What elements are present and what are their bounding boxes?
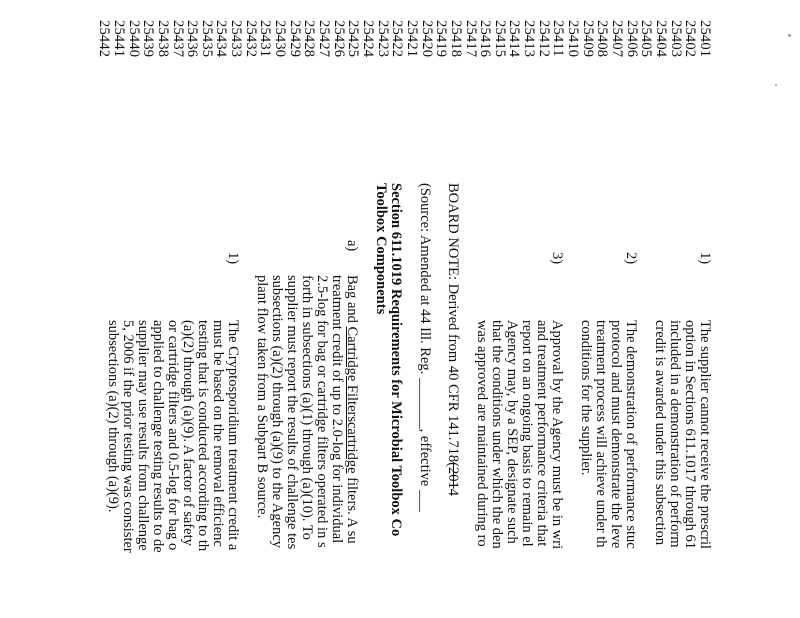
board-note-struck: (201 xyxy=(445,462,461,489)
item-a1-line: or cartridge filters and 0.5-log for bag o xyxy=(165,320,181,551)
item-2-number: 2) xyxy=(623,252,639,265)
line-number: 25442 xyxy=(96,20,113,58)
line-number: 25421 xyxy=(404,20,420,58)
line-number: 25423 xyxy=(374,20,391,58)
item-3-line: Approval by the Agency must be in wri xyxy=(549,320,565,550)
item-3-line: and treatment performance criteria that xyxy=(534,320,550,547)
item-a-lead: Bag and xyxy=(344,275,360,327)
line-number: 25410 xyxy=(565,20,582,58)
line-number: 25428 xyxy=(301,20,318,58)
item-2-line: protocol and must demonstrate the leve xyxy=(608,320,624,549)
line-number: 25430 xyxy=(272,20,289,58)
source-text: (Source: Amended at 44 Ill. Reg. xyxy=(417,183,433,378)
item-2-line: The demonstration of performance stuc xyxy=(623,320,639,549)
item-a1-number: 1) xyxy=(225,252,241,265)
board-note-text: BOARD NOTE: Derived from 40 CFR 141.718 xyxy=(445,183,461,463)
line-number: 25441 xyxy=(111,20,127,58)
line-number: 25404 xyxy=(653,20,670,58)
item-a1-line: applied to challenge testing results to de xyxy=(150,320,166,553)
item-a1-line: 5, 2006 if the prior testing was consister xyxy=(120,320,136,553)
item-a1-line: supplier may use results from challenge xyxy=(135,320,151,551)
source-effective: , effective ___ xyxy=(417,428,433,512)
item-a-line: 2.5-log for bag or cartridge filters operated in s xyxy=(314,275,330,548)
item-a1-line: (a)(2) through (a)(9). A factor of safety xyxy=(180,320,196,546)
line-number: 25436 xyxy=(184,20,201,58)
line-number: 25412 xyxy=(535,20,552,58)
line-number: 25427 xyxy=(316,20,333,58)
item-1-number: 1) xyxy=(697,252,713,265)
item-1-line: The supplier cannot receive the prescril xyxy=(697,320,713,550)
line-number: 25426 xyxy=(330,20,347,58)
item-a1-line: testing that is conducted according to th xyxy=(195,320,211,552)
item-1-line: option in Sections 611.1017 through 61 xyxy=(682,320,698,550)
line-number: 25434 xyxy=(213,20,230,58)
line-number: 25422 xyxy=(389,20,406,58)
line-number: 25438 xyxy=(154,20,171,58)
line-number: 25407 xyxy=(609,20,626,58)
line-number: 25433 xyxy=(228,20,245,58)
item-a-line: treatment credit of up to 2.0-log for individual xyxy=(329,275,345,544)
item-3-number: 3) xyxy=(549,252,565,265)
item-a1-line: must be based on the removal efficienc xyxy=(210,320,226,547)
item-1-line: included in a demonstration of perform xyxy=(667,320,683,548)
line-number: 25403 xyxy=(667,20,684,58)
item-a-line: plant flow taken from a Subpart B source. xyxy=(254,275,270,519)
item-2-line: treatment process will achieve under th xyxy=(593,320,609,548)
item-3-line: report on an ongoing basis to remain el xyxy=(519,320,535,547)
line-number: 25402 xyxy=(682,20,699,58)
line-number: 25414 xyxy=(506,20,523,58)
line-number: 25415 xyxy=(491,20,508,58)
item-1-line: credit is awarded under this subsection xyxy=(652,320,668,546)
item-a-lead-tail: filters. A su xyxy=(344,473,360,544)
item-a1-line: The Cryptosporidium treatment credit a xyxy=(225,320,241,551)
line-number: 25439 xyxy=(140,20,157,58)
section-heading: Section 611.1019 Requirements for Microbial Toolbox Co xyxy=(388,183,404,537)
item-a-line: supplier must report the results of challenge tes xyxy=(284,275,300,550)
line-number: 25424 xyxy=(360,20,377,58)
item-3-line: that the conditions under which the den xyxy=(489,320,505,549)
item-a-underlined: Cartridge Filterscartridge xyxy=(344,326,360,474)
line-number: 25418 xyxy=(447,20,464,58)
line-number: 25416 xyxy=(477,20,494,58)
line-number: 25401 xyxy=(697,20,713,58)
line-number: 25432 xyxy=(242,20,259,58)
item-3-line: was approved are maintained during ro xyxy=(474,320,490,547)
board-note-tail: 4 xyxy=(445,488,461,496)
line-number: 25431 xyxy=(257,20,274,58)
item-a1-line: subsections (a)(2) through (a)(9). xyxy=(105,320,121,513)
line-number: 25411 xyxy=(550,20,567,57)
source-note xyxy=(418,183,433,512)
line-number: 25425 xyxy=(345,20,362,58)
item-a-line: subsections (a)(2) through (a)(9) to the Agency xyxy=(269,275,285,549)
line-number: 25406 xyxy=(623,20,640,58)
item-a-number: a) xyxy=(344,240,360,252)
source-blank: _______ xyxy=(417,377,433,429)
item-2-line: conditions for the supplier. xyxy=(578,320,594,476)
line-number: 25409 xyxy=(579,20,596,58)
section-heading-cont: Toolbox Components xyxy=(373,183,389,315)
board-note xyxy=(446,183,461,496)
line-number: 25440 xyxy=(125,20,142,58)
line-number: 25420 xyxy=(418,20,435,58)
line-number: 25437 xyxy=(169,20,186,58)
item-a-line xyxy=(345,275,360,544)
line-number: 25429 xyxy=(286,20,303,58)
line-number: 25419 xyxy=(433,20,450,58)
item-3-line: Agency may, by a SEP, designate such xyxy=(504,320,520,544)
line-number: 25435 xyxy=(198,20,215,58)
line-number: 25405 xyxy=(638,20,655,58)
line-number: 25417 xyxy=(462,20,479,58)
line-number: 25408 xyxy=(594,20,611,58)
line-number: 25413 xyxy=(521,20,538,58)
item-a-line: forth in subsections (a)(1) through (a)(10). To xyxy=(299,275,315,540)
